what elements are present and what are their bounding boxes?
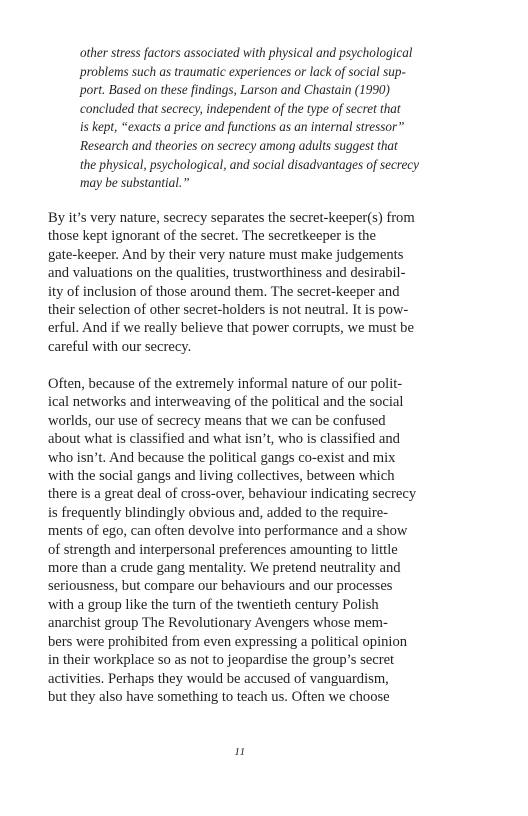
quote-line: problems such as traumatic experiences or lack of social sup- [80,63,406,79]
quote-line: may be substantial.” [80,175,190,191]
paragraph-line: about what is classified and what isn’t, who is classified and [48,431,400,448]
quote-line: concluded that secrecy, independent of the type of secret that [80,100,401,116]
paragraph-line: in their workplace so as not to jeopardise the group’s secret [48,652,395,669]
paragraph-line: who isn’t. And because the political gangs co-exist and mix [48,449,396,466]
page-number: 11 [234,746,246,758]
paragraph-line: their selection of other secret-holders is not neutral. It is pow- [48,302,409,319]
paragraph-line: seriousness, but compare our behaviours and our processes [48,578,393,595]
paragraph-line: but they also have something to teach us. Often we choose [48,688,390,705]
body-paragraph-1 [48,209,438,356]
quote-line: Research and theories on secrecy among adults suggest that [80,137,398,153]
paragraph-line: gate-keeper. And by their very nature must make judgements [48,246,404,263]
paragraph-line: of strength and interpersonal preferences amounting to little [48,541,398,558]
quote-line: the physical, psychological, and social disadvantages of secrecy [80,156,420,172]
paragraph-line: ical networks and interweaving of the political and the social [48,394,404,411]
paragraph-line: worlds, our use of secrecy means that we can be confused [48,412,386,429]
quote-line: other stress factors associated with physical and psychological [80,45,413,60]
paragraph-line: anarchist group The Revolutionary Avengers whose mem- [48,615,388,632]
paragraph-line: there is a great deal of cross-over, behaviour indicating secrecy [48,486,417,503]
paragraph-line: By it’s very nature, secrecy separates the secret-keeper(s) from [48,210,415,226]
paragraph-line: ments of ego, can often devolve into performance and a show [48,523,408,540]
quote-line: is kept, “exacts a price and functions as an internal stressor” [80,119,405,135]
paragraph-line: those kept ignorant of the secret. The secretkeeper is the [48,228,376,245]
paragraph-line: with the social gangs and living collectives, between which [48,468,395,485]
paragraph-line: Often, because of the extremely informal nature of our polit- [48,376,403,392]
paragraph-line: careful with our secrecy. [48,338,192,355]
paragraph-line: activities. Perhaps they would be accused of vanguardism, [48,670,389,687]
paragraph-line: bers were prohibited from even expressing a political opinion [48,633,408,650]
paragraph-line: erful. And if we really believe that power corrupts, we must be [48,320,414,337]
paragraph-line: with a group like the turn of the twentieth century Polish [48,596,379,613]
paragraph-line: and valuations on the qualities, trustworthiness and desirabil- [48,265,406,282]
body-paragraph-2 [48,375,438,706]
quote-line: port. Based on these findings, Larson and Chastain (1990) [80,82,390,98]
block-quote [80,44,440,193]
paragraph-line: more than a crude gang mentality. We pretend neutrality and [48,560,401,577]
paragraph-line: ity of inclusion of those around them. The secret-keeper and [48,283,400,300]
paragraph-line: is frequently blindingly obvious and, added to the require- [48,504,389,521]
